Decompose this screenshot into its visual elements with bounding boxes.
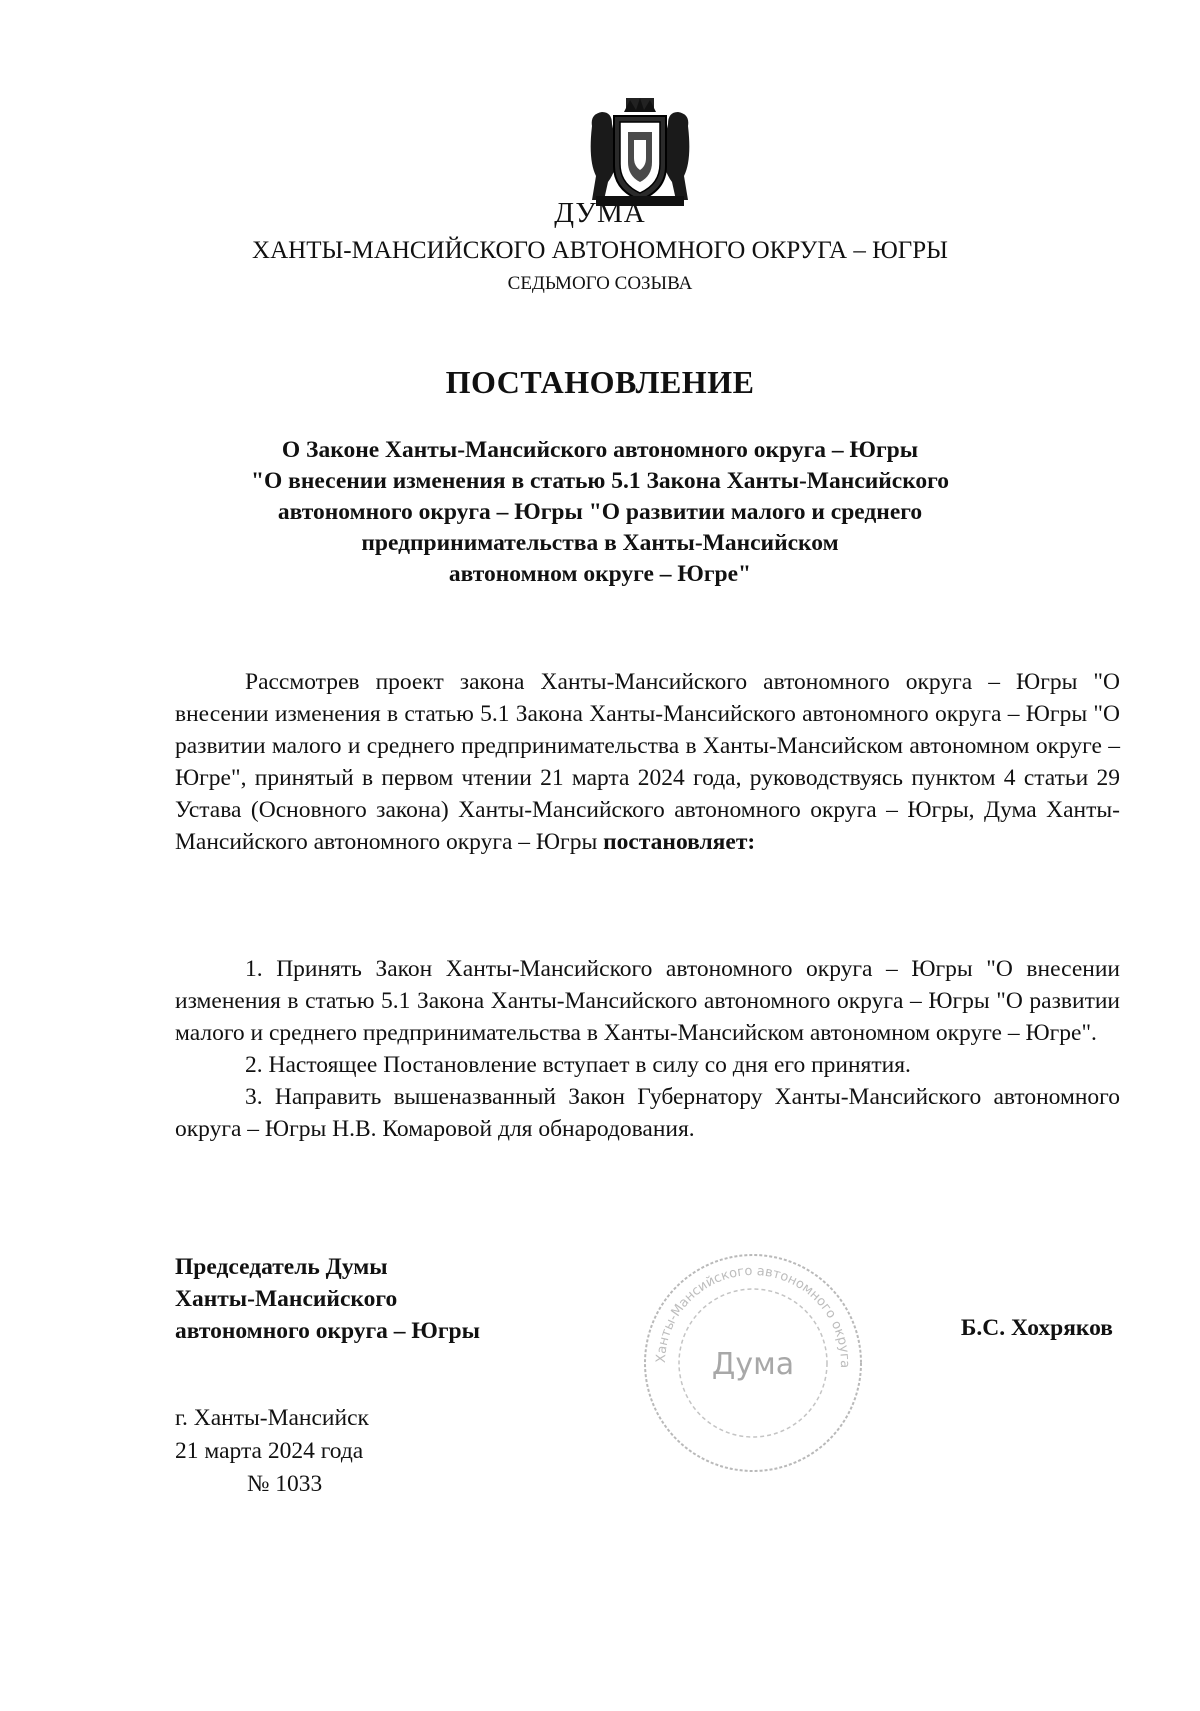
signer-position-line: Председатель Думы xyxy=(175,1254,388,1280)
subject-line: "О внесении изменения в статью 5.1 Закона Ханты-Мансийского xyxy=(250,468,950,494)
subject-line: О Законе Ханты-Мансийского автономного округа – Югры xyxy=(281,437,919,463)
place-date-number xyxy=(175,1402,369,1501)
subject-line: автономного округа – Югры "О развитии малого и среднего xyxy=(277,499,923,525)
organization-name: ДУМА xyxy=(554,197,646,229)
resolution-item: 3. Направить вышеназванный Закон Губернатору Ханты-Мансийского автономного округа – Югры Н.В. Комаровой для обнародования. xyxy=(175,1084,1120,1142)
seal-center-text: Дума xyxy=(711,1347,795,1382)
document-number: № 1033 xyxy=(247,1471,323,1497)
preamble-paragraph xyxy=(175,666,1120,858)
resolution-item: 2. Настоящее Постановление вступает в силу со дня его принятия. xyxy=(245,1052,911,1078)
signer-name: Б.С. Хохряков xyxy=(960,1315,1113,1341)
document-type-title: ПОСТАНОВЛЕНИЕ xyxy=(445,364,755,400)
city: г. Ханты-Мансийск xyxy=(175,1405,369,1431)
signer-position xyxy=(175,1251,480,1347)
official-seal-stamp xyxy=(638,1248,868,1478)
resolution-items xyxy=(175,953,1120,1145)
date: 21 марта 2024 года xyxy=(175,1438,364,1464)
preamble-text: Рассмотрев проект закона Ханты-Мансийского автономного округа – Югры "О внесении изменения в статью 5.1 Закона Ханты-Мансийского автономного округа – Югры "О развитии малого и среднего предпринимательства в Ханты-Мансийском автономном округе – Югре", принятый в первом чтении 21 марта 2024 года, руководствуясь пунктом 4 статьи 29 Устава (Основного закона) Ханты-Мансийского автономного округа – Югры, Дума Ханты-Мансийского автономного округа – Югры xyxy=(175,669,1120,855)
resolution-item: 1. Принять Закон Ханты-Мансийского автономного округа – Югры "О внесении изменения в статью 5.1 Закона Ханты-Мансийского автономного округа – Югры "О развитии малого и среднего предпринимательства в Ханты-Мансийском автономном округе – Югре". xyxy=(175,956,1120,1046)
signer-position-line: автономного округа – Югры xyxy=(175,1318,480,1344)
signer-position-line: Ханты-Мансийского xyxy=(175,1286,398,1312)
convocation: СЕДЬМОГО СОЗЫВА xyxy=(507,273,693,294)
document-subject xyxy=(160,435,1040,590)
subject-line: автономном округе – Югре" xyxy=(448,561,752,587)
region-name: ХАНТЫ-МАНСИЙСКОГО АВТОНОМНОГО ОКРУГА – ЮГРЫ xyxy=(252,237,948,264)
subject-line: предпринимательства в Ханты-Мансийском xyxy=(361,530,839,556)
coat-of-arms-icon xyxy=(586,96,694,208)
resolves-keyword: постановляет: xyxy=(603,829,756,855)
seal-ring-text: Ханты-Мансийского автономного округа xyxy=(653,1263,853,1369)
